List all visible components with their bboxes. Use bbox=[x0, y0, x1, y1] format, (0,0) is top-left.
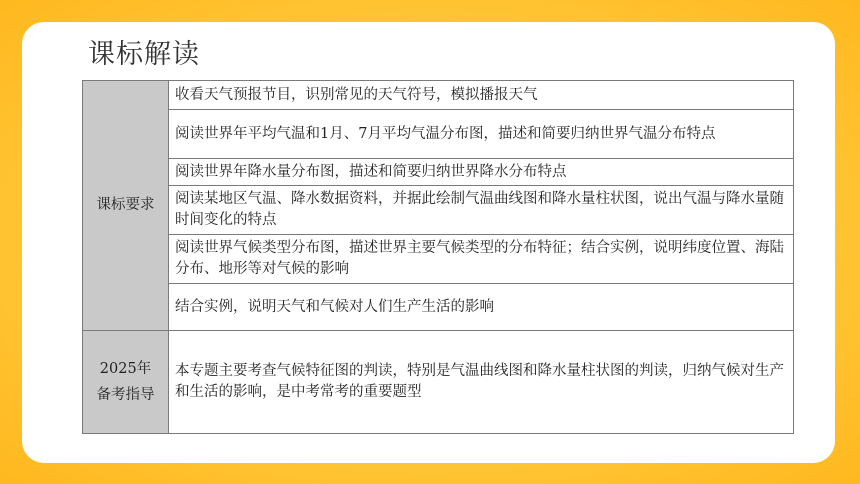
requirement-item: 收看天气预报节目，识别常见的天气符号，模拟播报天气 bbox=[169, 81, 794, 110]
requirement-item: 阅读某地区气温、降水数据资料，并据此绘制气温曲线图和降水量柱状图，说出气温与降水量随时间变化的特点 bbox=[169, 186, 794, 235]
table-row bbox=[83, 159, 794, 186]
curriculum-table bbox=[82, 80, 794, 434]
exam-guide-label: 备考指导 bbox=[96, 387, 155, 403]
table-row bbox=[83, 110, 794, 159]
exam-guide-year: 2025年 bbox=[99, 361, 152, 377]
exam-guide-header bbox=[83, 331, 169, 434]
table-row bbox=[83, 235, 794, 284]
requirement-item: 阅读世界年降水量分布图，描述和简要归纳世界降水分布特点 bbox=[169, 159, 794, 186]
table-row bbox=[83, 331, 794, 434]
exam-guide-content: 本专题主要考查气候特征图的判读，特别是气温曲线图和降水量柱状图的判读，归纳气候对生产和生活的影响，是中考常考的重要题型 bbox=[169, 331, 794, 434]
requirement-item: 阅读世界气候类型分布图，描述世界主要气候类型的分布特征；结合实例，说明纬度位置、海陆分布、地形等对气候的影响 bbox=[169, 235, 794, 284]
slide-title: 课标解读 bbox=[88, 39, 200, 70]
curriculum-requirements-header: 课标要求 bbox=[83, 81, 169, 331]
table-row bbox=[83, 284, 794, 331]
requirement-item: 阅读世界年平均气温和1月、7月平均气温分布图，描述和简要归纳世界气温分布特点 bbox=[169, 110, 794, 159]
table-row bbox=[83, 81, 794, 110]
table-row bbox=[83, 186, 794, 235]
requirement-item: 结合实例，说明天气和气候对人们生产生活的影响 bbox=[169, 284, 794, 331]
